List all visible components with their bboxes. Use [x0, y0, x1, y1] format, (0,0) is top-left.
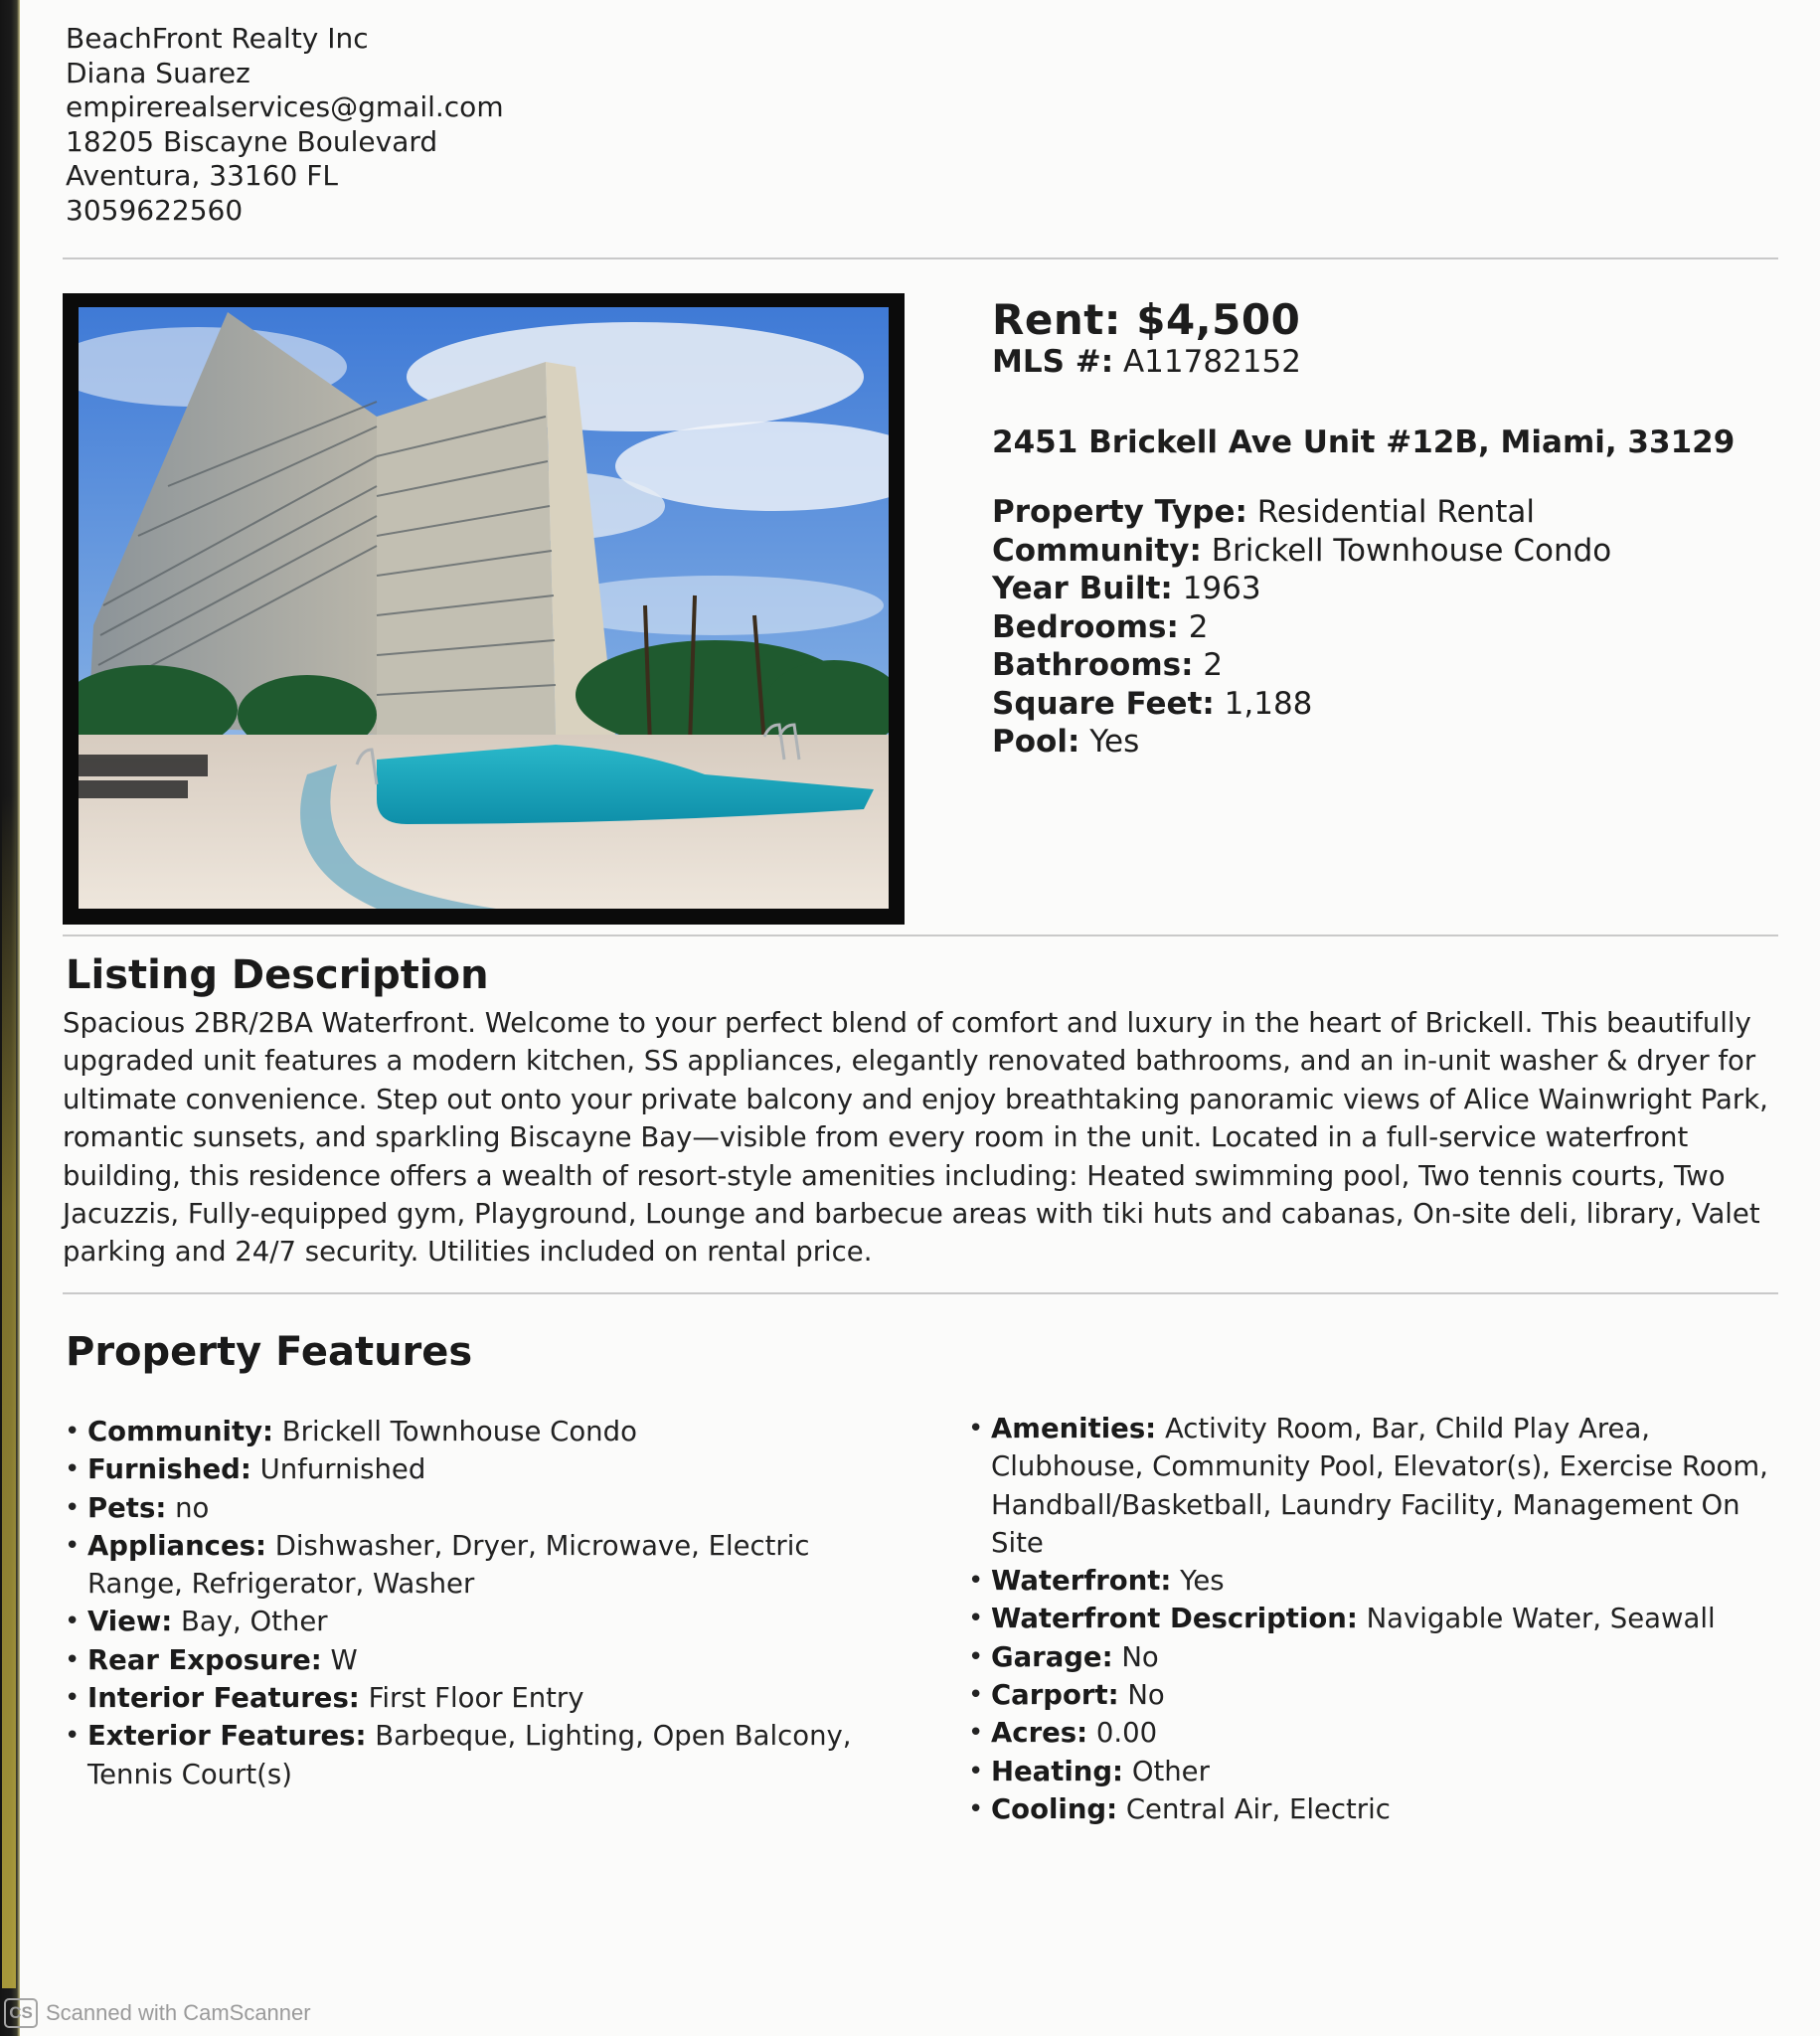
feature-value: Brickell Townhouse Condo [281, 1416, 637, 1447]
rent-label: Rent: [992, 295, 1122, 344]
fact-pool [992, 723, 1767, 762]
fact-label: Community: [992, 532, 1202, 569]
agent-street: 18205 Biscayne Boulevard [66, 124, 438, 158]
fact-label: Pool: [992, 724, 1080, 760]
feature-value: Bay, Other [181, 1606, 328, 1638]
feature-label: Interior Features: [87, 1682, 360, 1715]
fact-value: 2 [1203, 647, 1224, 683]
feature-label: Appliances: [87, 1529, 266, 1562]
fact-community [992, 532, 1767, 571]
agent-company: BeachFront Realty Inc [66, 22, 369, 55]
property-photo [79, 307, 889, 909]
agent-contact-block [66, 22, 504, 228]
fact-property-type [992, 493, 1767, 532]
feature-value: no [175, 1491, 210, 1524]
feature-label: Carport: [991, 1679, 1119, 1712]
camscanner-watermark [4, 1998, 311, 2028]
fact-year-built [992, 570, 1767, 608]
scan-edge [0, 0, 20, 2036]
fact-label: Bedrooms: [992, 608, 1179, 645]
fact-label: Square Feet: [992, 685, 1215, 722]
rent-line [992, 296, 1767, 344]
listing-description-heading: Listing Description [66, 952, 489, 998]
fact-square-feet [992, 685, 1767, 724]
property-photo-illustration [79, 307, 889, 909]
feature-value: Barbeque, Lighting, Open Balcony, Tennis Court(s) [87, 1720, 852, 1790]
feature-item [966, 1600, 1781, 1637]
listing-description-text: Spacious 2BR/2BA Waterfront. Welcome to your perfect blend of comfort and luxury in the heart of Brickell. This beautifully upgraded unit features a modern kitchen, SS appliances, elegantly renovated bathrooms, and an in-unit washer & dryer for ultimate convenience. Step out onto your private balcony and enjoy breathtaking panoramic views of Alice Wainwright Park, romantic sunsets, and sparkling Biscayne Bay—visible from every room in the unit. Located in a full-service waterfront building, this residence offers a wealth of resort-style amenities including: Heated swimming pool, Two tennis courts, Two Jacuzzis, Fully-equipped gym, Playground, Lounge and barbecue areas with tiki huts and cabanas, On-site deli, library, Valet parking and 24/7 security. Utilities included on rental price. [63, 1007, 1768, 1269]
fact-label: Year Built: [992, 571, 1173, 606]
feature-value: Other [1131, 1755, 1210, 1787]
feature-label: Pets: [87, 1491, 167, 1524]
feature-label: Furnished: [87, 1453, 251, 1486]
feature-item [63, 1717, 908, 1793]
feature-label: Exterior Features: [87, 1720, 367, 1753]
feature-item [63, 1450, 908, 1488]
features-list-left [63, 1413, 908, 1793]
feature-item [63, 1679, 908, 1717]
feature-item [63, 1489, 908, 1527]
feature-item [966, 1676, 1781, 1714]
rent-value: $4,500 [1136, 295, 1301, 344]
feature-label: Waterfront: [991, 1565, 1172, 1598]
divider [63, 257, 1778, 259]
mls-line [992, 344, 1767, 380]
feature-value: No [1127, 1679, 1165, 1712]
feature-label: Waterfront Description: [991, 1603, 1358, 1635]
feature-value: Navigable Water, Seawall [1366, 1603, 1716, 1635]
feature-value: W [330, 1643, 358, 1676]
feature-item [966, 1638, 1781, 1676]
feature-value: No [1121, 1640, 1159, 1673]
feature-value: 0.00 [1095, 1717, 1158, 1750]
property-features-heading: Property Features [66, 1329, 473, 1375]
feature-value: Dishwasher, Dryer, Microwave, Electric Range, Refrigerator, Washer [87, 1529, 810, 1601]
feature-item [966, 1790, 1781, 1828]
feature-value: First Floor Entry [368, 1682, 584, 1715]
fact-value: Yes [1089, 724, 1140, 760]
listing-summary [992, 296, 1767, 762]
feature-item [966, 1753, 1781, 1790]
divider [63, 934, 1778, 936]
feature-value: Unfurnished [259, 1453, 426, 1486]
feature-item [63, 1641, 908, 1679]
fact-value: Brickell Townhouse Condo [1211, 532, 1612, 569]
mls-label: MLS #: [992, 344, 1114, 380]
agent-city: Aventura, 33160 FL [66, 159, 338, 192]
property-address: 2451 Brickell Ave Unit #12B, Miami, 33129 [992, 424, 1736, 460]
fact-value: Residential Rental [1256, 494, 1536, 530]
feature-item [966, 1714, 1781, 1752]
camscanner-logo-icon: CS [4, 1998, 38, 2028]
camscanner-text: Scanned with CamScanner [46, 2000, 311, 2025]
feature-item [63, 1527, 908, 1604]
fact-value: 1963 [1182, 571, 1261, 606]
feature-label: Rear Exposure: [87, 1643, 322, 1676]
fact-bedrooms [992, 608, 1767, 647]
feature-item [966, 1562, 1781, 1600]
fact-label: Bathrooms: [992, 647, 1194, 683]
feature-label: View: [87, 1606, 173, 1638]
feature-value: Activity Room, Bar, Child Play Area, Clubhouse, Community Pool, Elevator(s), Exercise Room, Handball/Basketball, Laundry Facility, Management On Site [991, 1413, 1768, 1559]
fact-value: 2 [1188, 608, 1209, 645]
agent-phone: 3059622560 [66, 193, 244, 227]
fact-value: 1,188 [1224, 685, 1313, 722]
features-list-right [966, 1410, 1781, 1828]
feature-item [63, 1413, 908, 1450]
agent-email: empirerealservices@gmail.com [66, 90, 504, 123]
fact-label: Property Type: [992, 494, 1247, 530]
feature-item [966, 1410, 1781, 1562]
feature-item [63, 1603, 908, 1640]
mls-value: A11782152 [1122, 344, 1301, 380]
feature-label: Cooling: [991, 1792, 1118, 1825]
feature-value: Central Air, Electric [1125, 1792, 1391, 1825]
feature-label: Amenities: [991, 1413, 1157, 1444]
fact-bathrooms [992, 646, 1767, 685]
divider [63, 1292, 1778, 1294]
property-photo-frame [63, 293, 905, 925]
feature-label: Community: [87, 1416, 274, 1447]
feature-label: Heating: [991, 1755, 1124, 1787]
feature-value: Yes [1180, 1565, 1225, 1598]
agent-name: Diana Suarez [66, 56, 250, 89]
key-facts [992, 493, 1767, 762]
feature-label: Garage: [991, 1640, 1113, 1673]
feature-label: Acres: [991, 1717, 1088, 1750]
